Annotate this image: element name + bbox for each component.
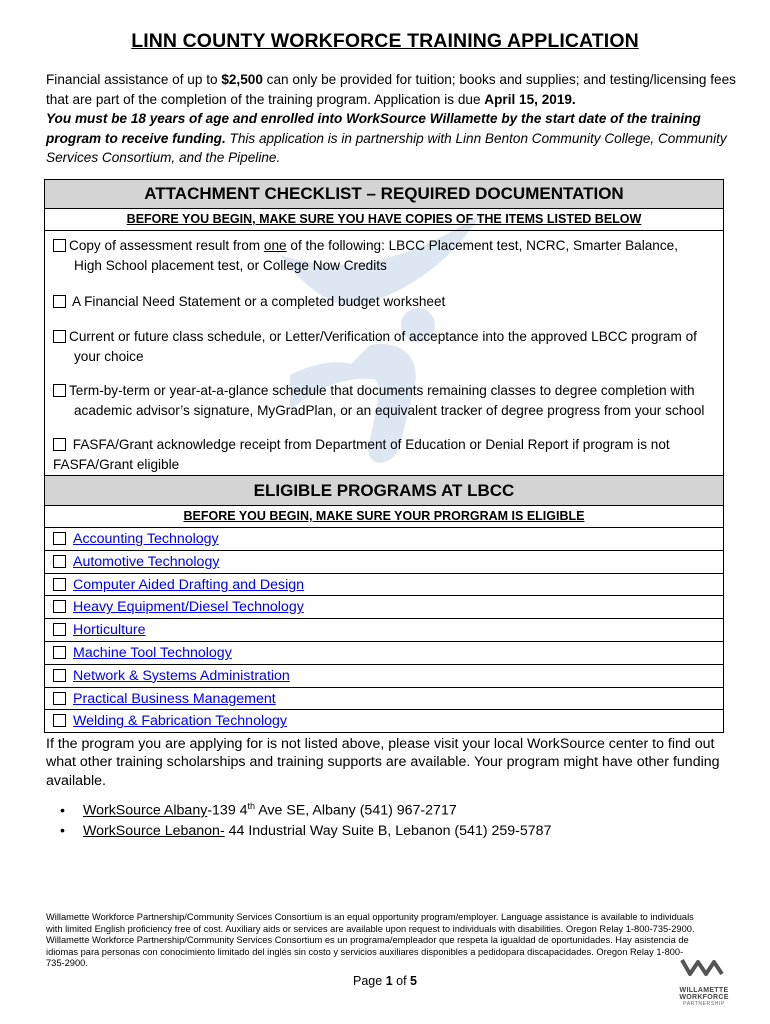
- intro-text-1: Financial assistance of up to: [46, 72, 222, 87]
- intro-paragraph: [46, 70, 736, 168]
- not-listed-paragraph: If the program you are applying for is not listed above, please visit your local WorkSource center to find out what other training scholarships and training supports are available. Your program might have other funding available.: [46, 736, 720, 789]
- programs-subheading: BEFORE YOU BEGIN, MAKE SURE YOUR PRORGRAM IS ELIGIBLE: [45, 506, 723, 528]
- program-row: [45, 619, 723, 642]
- checkbox[interactable]: [53, 623, 66, 636]
- program-row: [45, 574, 723, 597]
- checkbox[interactable]: [53, 578, 66, 591]
- checkbox[interactable]: [53, 555, 66, 568]
- lebanon-link[interactable]: WorkSource Lebanon-: [82, 823, 225, 840]
- program-link[interactable]: Horticulture: [73, 622, 146, 639]
- program-link[interactable]: Automotive Technology: [73, 553, 220, 570]
- program-row: [45, 688, 723, 711]
- intro-due-date: April 15, 2019.: [484, 91, 576, 107]
- checklist-heading: ATTACHMENT CHECKLIST – REQUIRED DOCUMENTATION: [45, 180, 723, 209]
- intro-text-2: can only be provided for tuition; books and supplies; and testing/licensing fees that are part of the completion of the training program. Application is due: [46, 72, 736, 107]
- checkbox[interactable]: [53, 714, 66, 727]
- center-lebanon: • WorkSource Lebanon- 44 Industrial Way Suite B, Lebanon (541) 259-5787: [60, 823, 552, 840]
- bullet-icon: •: [60, 802, 65, 819]
- page-title: LINN COUNTY WORKFORCE TRAINING APPLICATION: [131, 30, 639, 52]
- checkbox[interactable]: [53, 532, 66, 545]
- program-link[interactable]: Machine Tool Technology: [73, 644, 232, 661]
- checkbox[interactable]: [53, 330, 66, 343]
- logo-mark-icon: [658, 954, 750, 982]
- checkbox[interactable]: [53, 646, 66, 659]
- checklist-item-financial-need: A Financial Need Statement or a completed budget worksheet: [53, 292, 445, 312]
- checkbox[interactable]: [53, 384, 66, 397]
- program-row: [45, 665, 723, 688]
- checkbox[interactable]: [53, 295, 66, 308]
- program-link[interactable]: Practical Business Management: [73, 690, 276, 707]
- program-link[interactable]: Network & Systems Administration: [73, 667, 290, 684]
- intro-partnership: This application is in partnership with Linn Benton Community College, Community Services Consortium, and the Pipeline.: [46, 130, 727, 166]
- program-row: [45, 596, 723, 619]
- checklist-item-fasfa: FASFA/Grant acknowledge receipt from Department of Education or Denial Report if program is not FASFA/Grant eligible: [53, 437, 670, 472]
- program-row: [45, 710, 723, 733]
- checklist-item-assessment: Copy of assessment result from one of the following: LBCC Placement test, NCRC, Smarter Balance, High School placement test, or College Now Credits: [53, 236, 678, 275]
- program-link[interactable]: Accounting Technology: [73, 531, 219, 547]
- willamette-logo: WILLAMETTE WORKFORCE PARTNERSHIP: [658, 954, 750, 1006]
- intro-age-requirement: You must be 18 years of age and enrolled into WorkSource Willamette by the start date of the training program to receive funding.: [46, 111, 701, 146]
- attachment-checklist: [44, 179, 724, 476]
- program-link[interactable]: Welding & Fabrication Technology: [73, 713, 287, 730]
- worksource-centers: [60, 796, 551, 841]
- checklist-item-degree-tracker: Term-by-term or year-at-a-glance schedule that documents remaining classes to degree completion with academic advisor’s signature, MyGradPlan, or an equivalent tracker of degree progress from your school: [53, 381, 704, 420]
- checkbox[interactable]: [53, 239, 66, 252]
- center-albany: • WorkSource Albany-139 4th Ave SE, Albany (541) 967-2717: [60, 801, 457, 819]
- checkbox[interactable]: [53, 669, 66, 682]
- eligible-programs: [44, 475, 724, 733]
- checkbox[interactable]: [53, 438, 66, 451]
- checklist-item-class-schedule: Current or future class schedule, or Letter/Verification of acceptance into the approved LBCC program of your choice: [53, 327, 697, 366]
- checkbox[interactable]: [53, 692, 66, 705]
- program-list: [45, 528, 723, 733]
- albany-link[interactable]: WorkSource Albany: [82, 802, 208, 819]
- checklist-subheading: BEFORE YOU BEGIN, MAKE SURE YOU HAVE COPIES OF THE ITEMS LISTED BELOW: [45, 209, 723, 231]
- footer-disclaimer: Willamette Workforce Partnership/Community Services Consortium is an equal opportunity program/employer. Language assistance is available to individuals with limited English proficiency free of cost. Auxiliary aids or services are available upon request to individuals with disabilities. Oregon Relay 1-800-735-2900. Willamette Workforce Partnership/Community Services Consortium es un programa/empleador que respeta la igualdad de oportunidades. Hay asistencia de idiomas para personas con conocimiento limitado del inglés sin costo y servicios auxiliares disponibles a pedidopara discapacidades. Oregon Relay 1-800-735-2900.: [46, 912, 695, 969]
- program-link[interactable]: Heavy Equipment/Diesel Technology: [73, 599, 304, 616]
- program-row: [45, 642, 723, 665]
- program-row: [45, 528, 723, 551]
- checkbox[interactable]: [53, 600, 66, 613]
- program-link[interactable]: Computer Aided Drafting and Design: [73, 576, 305, 593]
- programs-heading: ELIGIBLE PROGRAMS AT LBCC: [45, 476, 723, 506]
- page-number: Page 1 of 5: [353, 974, 417, 988]
- bullet-icon: •: [60, 823, 65, 840]
- program-row: [45, 551, 723, 574]
- intro-amount: $2,500: [221, 72, 263, 87]
